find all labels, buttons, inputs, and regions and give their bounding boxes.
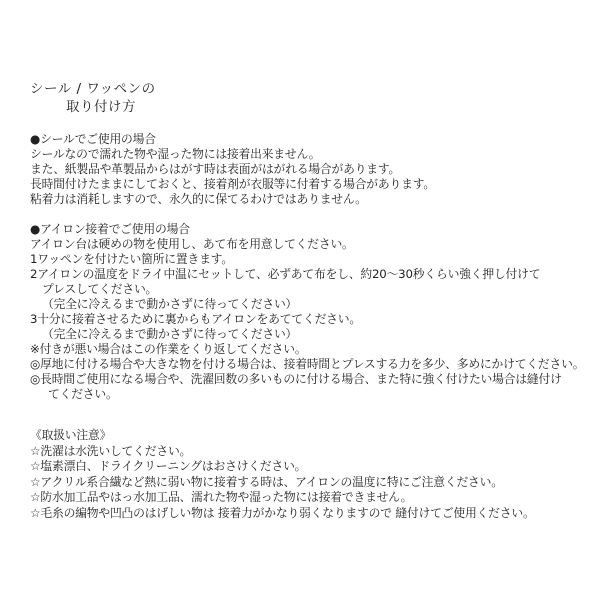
seal-line: また、紙製品や革製品からはがす時は表面がはがれる場合があります。: [30, 162, 401, 176]
iron-longterm-note-cont: てください。: [48, 387, 118, 401]
seal-section-heading: ●シールでご使用の場合: [30, 132, 156, 146]
seal-line: 粘着力は消耗しますので、永久的に保てるわけではありません。: [30, 192, 367, 206]
iron-step-3: 3十分に接着させるために裏からもアイロンをあててください。: [30, 312, 361, 326]
care-line: ☆防水加工品やはっ水加工品、濡れた物や湿った物には接着できません。: [30, 490, 413, 504]
iron-note: （完全に冷えるまで動かさずに待ってください）: [42, 297, 298, 311]
seal-line: シールなので濡れた物や湿った物には接着出来ません。: [30, 147, 321, 161]
title-line-2: 取り付け方: [66, 99, 136, 115]
page-title: [30, 80, 156, 116]
iron-note: （完全に冷えるまで動かさずに待ってください）: [42, 327, 298, 341]
iron-step-2-cont: プレスしてください。: [42, 282, 158, 296]
care-line: ☆洗濯は水洗いしてください。: [30, 443, 192, 458]
care-cautions-section: [30, 428, 595, 521]
iron-thick-note: ◎厚地に付ける場合や大きな物を付ける場合は、接着時間とプレスする力を多少、多めにかけてください。: [30, 357, 585, 371]
title-line-1: シール / ワッペンの: [30, 81, 156, 97]
care-line: ☆塩素漂白、ドライクリーニングはおさけください。: [30, 459, 307, 473]
iron-repeat-note: ※付きが悪い場合はこの作業をくり返してください。: [30, 342, 307, 356]
iron-usage-section: [30, 222, 595, 402]
care-line: ☆アクリル系合繊など熱に弱い物に接着する時は、アイロンの温度に特にご注意ください。: [30, 474, 503, 489]
iron-longterm-note: ◎長時間ご使用になる場合や、洗濯回数の多いものに付ける場合、また特に強く付けたい場合は縫付け: [30, 372, 562, 386]
seal-usage-section: [30, 132, 595, 207]
iron-step-2: 2アイロンの温度をドライ中温にセットして、必ずあて布をし、約20〜30秒くらい強く押し付けて: [30, 267, 541, 281]
seal-line: 長時間付けたままにしておくと、接着剤が衣服等に付着する場合があります。: [30, 177, 435, 191]
iron-section-heading: ●アイロン接着でご使用の場合: [30, 222, 190, 236]
iron-line: アイロン台は硬めの物を使用し、あて布を用意してください。: [30, 237, 354, 251]
iron-step-1: 1ワッペンを付けたい箇所に置きます。: [30, 252, 233, 266]
care-section-heading: 《取扱い注意》: [30, 428, 112, 442]
care-line: ☆毛糸の編物や凹凸のはげしい物は 接着力がかなり弱くなりますので 縫付けてご使用ください。: [30, 505, 535, 520]
